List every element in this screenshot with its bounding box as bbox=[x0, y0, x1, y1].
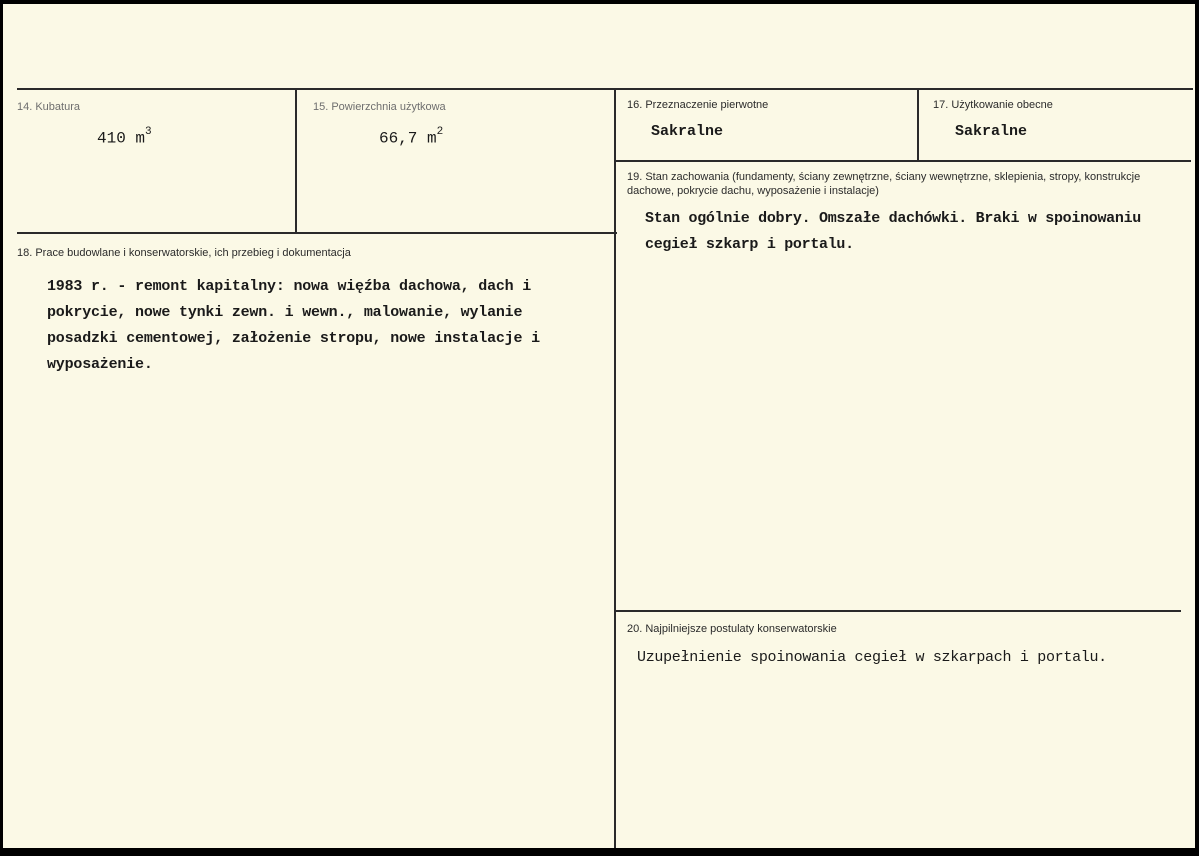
postulaty-label: 20. Najpilniejsze postulaty konserwatorskie bbox=[627, 623, 837, 635]
rule-under-16-17 bbox=[615, 160, 1191, 162]
przeznaczenie-value: Sakralne bbox=[651, 123, 724, 140]
rule-under-14-15 bbox=[17, 232, 617, 234]
prace-label: 18. Prace budowlane i konserwatorskie, ich przebieg i dokumentacja bbox=[17, 247, 351, 259]
stan-text: Stan ogólnie dobry. Omszałe dachówki. Braki w spoinowaniu cegieł szkarp i portalu. bbox=[645, 210, 1141, 253]
top-rule bbox=[17, 88, 1193, 90]
rule-above-20 bbox=[615, 610, 1181, 612]
kubatura-exponent: 3 bbox=[145, 126, 152, 138]
prace-text: 1983 r. - remont kapitalny: nowa więźba dachowa, dach i pokrycie, nowe tynki zewn. i wewn., malowanie, wylanie posadzki cementowej, założenie stropu, nowe instalacje i wyposażenie. bbox=[47, 278, 540, 373]
powierzchnia-number: 66,7 m bbox=[379, 129, 437, 148]
powierzchnia-value bbox=[379, 128, 443, 147]
uzytkowanie-value: Sakralne bbox=[955, 123, 1028, 140]
stan-label: 19. Stan zachowania (fundamenty, ściany zewnętrzne, ściany wewnętrzne, sklepienia, stropy, konstrukcje dachowe, pokrycie dachu, wyposażenie i instalacje) bbox=[627, 171, 1141, 197]
divider-14-15 bbox=[295, 90, 297, 233]
kubatura-number: 410 m bbox=[97, 129, 146, 148]
kubatura-label: 14. Kubatura bbox=[17, 101, 80, 113]
uzytkowanie-label: 17. Użytkowanie obecne bbox=[933, 99, 1053, 111]
record-card bbox=[3, 4, 1195, 848]
divider-16-17 bbox=[917, 90, 919, 162]
powierzchnia-exponent: 2 bbox=[436, 126, 444, 138]
przeznaczenie-label: 16. Przeznaczenie pierwotne bbox=[627, 99, 769, 111]
kubatura-value bbox=[97, 128, 152, 147]
divider-main bbox=[614, 90, 616, 848]
powierzchnia-label: 15. Powierzchnia użytkowa bbox=[313, 101, 446, 113]
postulaty-text: Uzupełnienie spoinowania cegieł w szkarpach i portalu. bbox=[637, 649, 1107, 666]
